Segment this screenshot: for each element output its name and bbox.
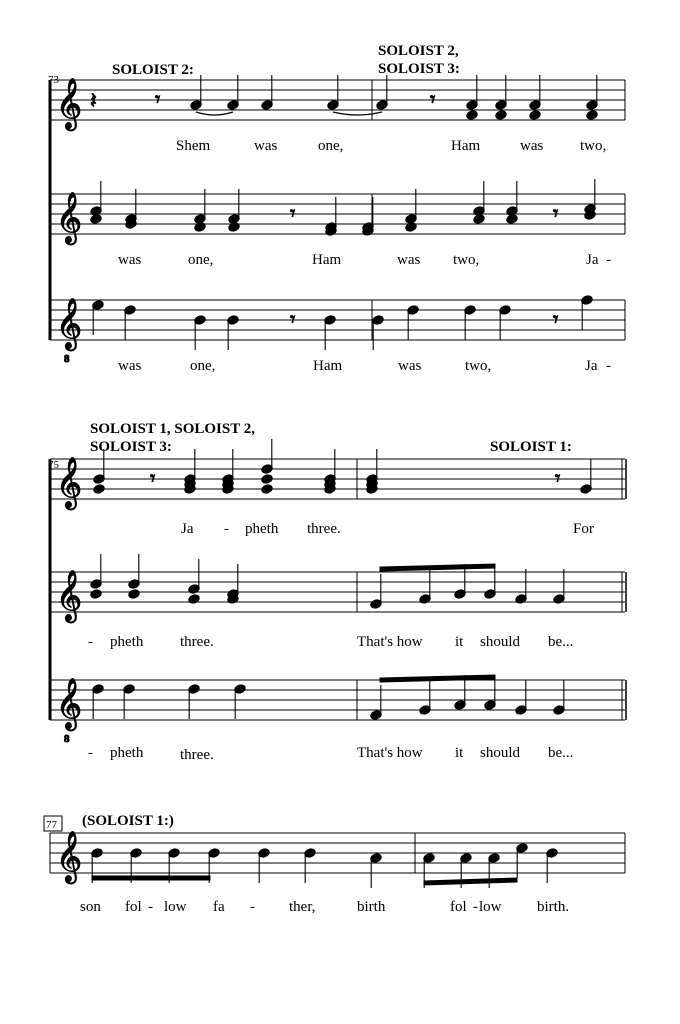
eighth-rest-icon: 𝄾	[290, 203, 296, 225]
lyric: fol	[125, 899, 142, 915]
beam	[92, 876, 210, 880]
lyric: be...	[548, 634, 574, 650]
lyric: pheth	[245, 521, 279, 537]
notehead	[506, 214, 518, 225]
lyric: -	[473, 899, 478, 915]
direction-soloists-line1: SOLOIST 1, SOLOIST 2,	[90, 421, 255, 437]
notehead	[93, 484, 105, 495]
lyric: Ja	[586, 252, 599, 268]
lyric: fol	[450, 899, 467, 915]
lyric: -	[224, 521, 229, 537]
lyrics-row	[88, 745, 573, 763]
notehead	[495, 110, 507, 121]
lyric: -	[88, 634, 93, 650]
lyric: was	[397, 252, 421, 268]
notehead	[466, 110, 478, 121]
direction-soloist-2-line1: SOLOIST 2,	[378, 43, 459, 59]
lyric: should	[480, 745, 521, 761]
lyric: Ham	[451, 138, 481, 154]
lyric: low	[164, 899, 187, 915]
eighth-rest-icon: 𝄾	[553, 309, 559, 331]
direction-soloist-2: SOLOIST 2:	[112, 62, 194, 78]
treble-clef-icon: 𝄞	[56, 192, 83, 243]
lyric: be...	[548, 745, 574, 761]
lyric: pheth	[110, 745, 144, 761]
tie	[333, 112, 382, 115]
lyrics-row	[118, 358, 611, 374]
lyrics-row	[88, 634, 573, 650]
lyric: one,	[188, 252, 214, 268]
eighth-rest-icon: 𝄾	[555, 468, 561, 490]
tie	[196, 112, 233, 115]
beam	[424, 878, 517, 885]
lyric: son	[80, 899, 101, 915]
lyric: two,	[465, 358, 492, 374]
lyric: That's how	[357, 634, 423, 650]
lyric: ther,	[289, 899, 316, 915]
lyric: Shem	[176, 138, 211, 154]
notehead	[529, 110, 541, 121]
treble-clef-icon: 𝄞	[56, 298, 83, 349]
direction-soloists-line2: SOLOIST 3:	[90, 439, 172, 455]
treble-clef-icon: 𝄞	[56, 457, 83, 508]
notehead	[194, 222, 206, 233]
lyric: three.	[307, 521, 341, 537]
lyrics-row	[118, 252, 611, 268]
notehead	[90, 214, 102, 225]
lyric: fa	[213, 899, 225, 915]
lyric: was	[520, 138, 544, 154]
notehead	[473, 214, 485, 225]
lyric: was	[254, 138, 278, 154]
notehead	[90, 589, 102, 600]
lyric: low	[479, 899, 502, 915]
lyric: three.	[180, 634, 214, 650]
eighth-rest-icon: 𝄾	[553, 203, 559, 225]
lyric: -	[606, 252, 611, 268]
lyric: was	[118, 252, 142, 268]
lyric: three.	[180, 747, 214, 763]
lyric: should	[480, 634, 521, 650]
lyric: Ja	[585, 358, 598, 374]
octave-8-mark: 8	[64, 353, 70, 365]
treble-clef-icon: 𝄞	[56, 678, 83, 729]
lyric: was	[118, 358, 142, 374]
lyric: it	[455, 634, 464, 650]
lyric: For	[573, 521, 594, 537]
beam	[380, 675, 495, 682]
octave-8-mark: 8	[64, 733, 70, 745]
eighth-rest-icon: 𝄾	[290, 309, 296, 331]
measure-number-73: 73	[48, 74, 59, 86]
lyrics-row	[181, 521, 594, 537]
lyric: it	[455, 745, 464, 761]
notehead	[405, 222, 417, 233]
measure-number-75: 75	[48, 459, 59, 471]
lyric: birth	[357, 899, 386, 915]
notehead	[128, 589, 140, 600]
eighth-rest-icon: 𝄾	[150, 468, 156, 490]
beam	[380, 564, 495, 571]
measure-number-77: 77	[46, 819, 57, 831]
lyric: Ja	[181, 521, 194, 537]
notehead	[261, 474, 273, 485]
lyric: -	[606, 358, 611, 374]
eighth-rest-icon: 𝄾	[155, 89, 161, 111]
lyric: -	[148, 899, 153, 915]
lyric: pheth	[110, 634, 144, 650]
direction-soloist-3-line2: SOLOIST 3:	[378, 61, 460, 77]
notehead	[586, 110, 598, 121]
lyric: two,	[453, 252, 480, 268]
lyric: one,	[190, 358, 216, 374]
lyric: That's how	[357, 745, 423, 761]
direction-soloist-1-paren: (SOLOIST 1:)	[82, 813, 174, 829]
lyric: one,	[318, 138, 344, 154]
quarter-rest-icon: 𝄽	[90, 88, 97, 113]
lyric: Ham	[313, 358, 343, 374]
treble-clef-icon: 𝄞	[56, 570, 83, 621]
treble-clef-icon: 𝄞	[56, 831, 83, 882]
lyric: was	[398, 358, 422, 374]
direction-soloist-1: SOLOIST 1:	[490, 439, 572, 455]
notehead	[261, 484, 273, 495]
lyric: two,	[580, 138, 607, 154]
treble-clef-icon: 𝄞	[56, 78, 83, 129]
lyric: -	[250, 899, 255, 915]
lyrics-row	[80, 899, 569, 915]
lyrics-row	[176, 138, 606, 154]
notehead	[228, 222, 240, 233]
notehead	[188, 594, 200, 605]
lyric: birth.	[537, 899, 570, 915]
lyric: Ham	[312, 252, 342, 268]
lyric: -	[88, 745, 93, 761]
eighth-rest-icon: 𝄾	[430, 89, 436, 111]
